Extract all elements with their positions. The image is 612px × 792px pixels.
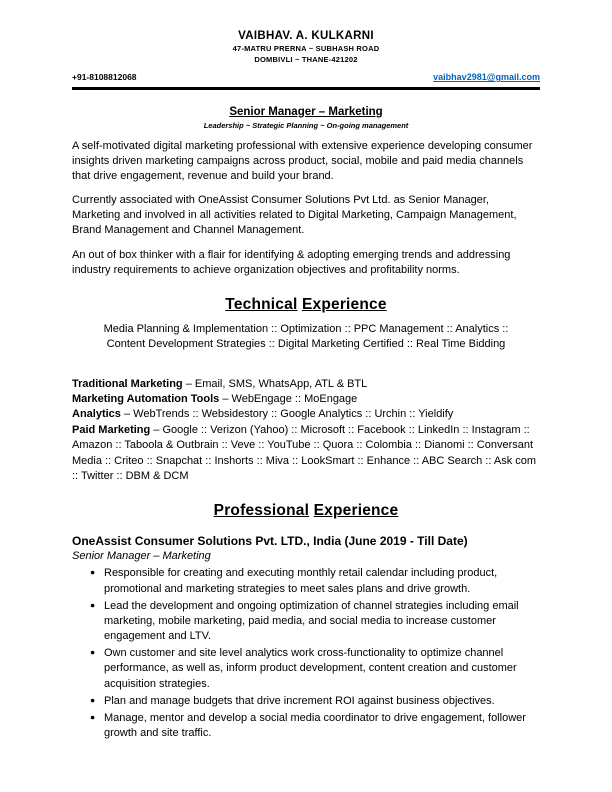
email-link[interactable]: vaibhav2981@gmail.com [433,72,540,82]
profile-title: Senior Manager – Marketing [229,105,383,118]
skills-list [72,377,540,485]
heading-word: Experience [301,295,387,313]
skill-value: – WebEngage :: MoEngage [219,393,358,406]
skill-value: – WebTrends :: Websidestory :: Google Analytics :: Urchin :: Yieldify [120,408,454,421]
skill-marketing-automation [72,392,540,407]
profile-paragraph-2: Currently associated with OneAssist Consumer Solutions Pvt Ltd. as Senior Manager, Marketing and involved in all activities related to Digital Marketing, Campaign Management, Brand Management and Channel Management. [72,194,517,237]
skill-label: Marketing Automation Tools [72,393,220,406]
technical-summary-line-1: Media Planning & Implementation :: Optimization :: PPC Management :: Analytics :: [103,322,509,335]
candidate-name: VAIBHAV. A. KULKARNI [238,30,374,42]
skill-traditional-marketing [72,377,540,392]
address-line-1: 47-MATRU PRERNA ~ SUBHASH ROAD [232,44,380,53]
skill-label: Paid Marketing [72,423,151,436]
skill-paid-marketing [72,423,540,485]
job-role: Senior Manager – Marketing [72,550,211,563]
experience-bullet-3: ● Own customer and site level analytics work cross-functionality to optimize channel performance, as well as, inform product development, content creation and customer acquisition strategies. [90,646,540,692]
skill-label: Traditional Marketing [72,377,183,390]
resume-header [72,30,540,90]
contact-row [72,72,540,82]
section-heading-professional [72,502,540,520]
skill-value: – Email, SMS, WhatsApp, ATL & BTL [182,377,368,390]
experience-bullet-2: ● Lead the development and ongoing optimization of channel strategies including email marketing, mobile marketing, paid media, and social media to increase customer engagement and LTV. [90,599,540,645]
experience-bullets [90,566,540,741]
skill-label: Analytics [72,408,121,421]
company-line: OneAssist Consumer Solutions Pvt. LTD., India (June 2019 - Till Date) [72,534,468,549]
profile-subtitle: Leadership ~ Strategic Planning ~ On-going management [203,120,409,130]
profile-paragraph-1: A self-motivated digital marketing professional with extensive experience developing consumer insights driven marketing campaigns across product, social, mobile and paid media channels that drive engagement, revenue and build your brand. [72,139,533,182]
experience-bullet-1: ● Responsible for creating and executing monthly retail calendar including product, promotional and marketing strategies to meet sales plans and drive growth. [90,566,540,596]
heading-word: Professional [213,502,310,520]
section-heading-technical [72,296,540,314]
skill-analytics [72,407,540,422]
technical-summary-line-2: Content Development Strategies :: Digital Marketing Certified :: Real Time Bidding [106,338,506,351]
header-divider [72,87,540,90]
technical-summary [72,322,540,353]
experience-bullet-4: ● Plan and manage budgets that drive increment ROI against business objectives. [90,694,540,709]
experience-bullet-5: ● Manage, mentor and develop a social media coordinator to drive engagement, follower growth and site traffic. [90,711,540,741]
skill-value: – Google :: Verizon (Yahoo) :: Microsoft :: Facebook :: LinkedIn :: Instagram :: Amazon :: Taboola & Outbrain :: Veve :: YouTube :: Quora :: Colombia :: Dianomi :: Conversant Media :: Criteo :: Snapchat :: Inshorts :: Miva :: LookSmart :: Enhance :: ABC Search :: Ask com :: Twitter :: DBM & DCM [72,423,537,482]
profile-paragraph-3: An out of box thinker with a flair for identifying & adopting emerging trends and addressing industry requirements to achieve organization objectives and profitability norms. [72,248,511,276]
heading-word: Experience [313,502,399,520]
phone-number: +91-8108812068 [72,72,137,82]
address-line-2: DOMBIVLI ~ THANE-421202 [254,55,358,64]
experience-entry [72,534,540,741]
heading-word: Technical [225,295,298,313]
